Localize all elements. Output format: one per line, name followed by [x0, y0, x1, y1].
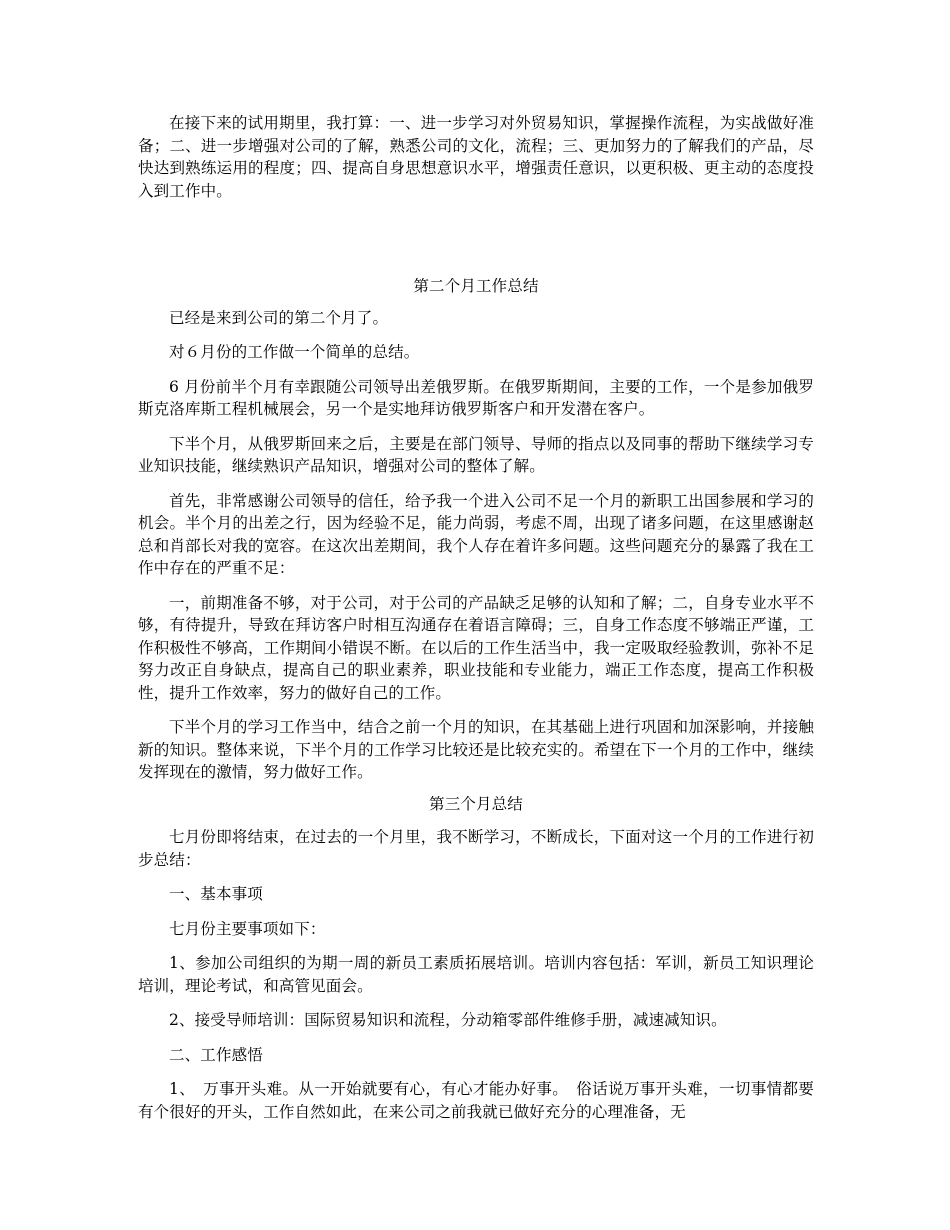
month3-paragraph: 七月份即将结束，在过去的一个月里，我不断学习，不断成长，下面对这一个月的工作进行初步总结：: [138, 828, 814, 869]
month2-paragraph: 对６月份的工作做一个简单的总结。: [169, 343, 420, 361]
month3-paragraph: 2、接受导师培训：国际贸易知识和流程，分动箱零部件维修手册，减速减知识。: [169, 1011, 727, 1029]
month3-paragraph: 七月份主要事项如下：: [169, 919, 326, 938]
intro-paragraph: 在接下来的试用期里，我打算：一、进一步学习对外贸易知识，掌握操作流程，为实战做好准备；二、进一步增强对公司的了解，熟悉公司的文化，流程；三、更加努力的了解我们的产品，尽快达到熟练运用的程度；四、提高自身思想意识水平，增强责任意识，以更积极、更主动的态度投入到工作中。: [138, 114, 814, 200]
month3-paragraph: 二、工作感悟: [169, 1045, 263, 1064]
month3-paragraph: 1、参加公司组织的为期一周的新员工素质拓展培训。培训内容包括：军训，新员工知识理论培训，理论考试，和高管见面会。: [138, 954, 814, 995]
month2-paragraph: 一，前期准备不够，对于公司，对于公司的产品缺乏足够的认知和了解；二，自身专业水平不够，有待提升，导致在拜访客户时相互沟通存在着语言障碍；三，自身工作态度不够端正严谨，工作积极性不够高，工作期间小错误不断。在以后的工作生活当中，我一定吸取经验教训，弥补不足努力改正自身缺点，提高自己的职业素养，职业技能和专业能力，端正工作态度，提高工作积极性，提升工作效率，努力的做好自己的工作。: [138, 593, 814, 702]
month3-paragraph: 一、基本事项: [169, 885, 263, 903]
section-title-month3: 第三个月总结: [429, 794, 523, 813]
month2-paragraph: 下半个月，从俄罗斯回来之后，主要是在部门领导、导师的指点以及同事的帮助下继续学习专业知识技能，继续熟识产品知识，增强对公司的整体了解。: [138, 434, 814, 475]
month2-paragraph: 已经是来到公司的第二个月了。: [169, 308, 389, 327]
section-title-month2: 第二个月工作总结: [413, 277, 539, 295]
month3-paragraph: 1、 万事开头难。从一开始就要有心，有心才能办好事。 俗话说万事开头难，一切事情都要有个很好的开头，工作自然如此，在来公司之前我就已做好充分的心理准备，无: [138, 1080, 814, 1121]
month2-paragraph: 首先，非常感谢公司领导的信任，给予我一个进入公司不足一个月的新职工出国参展和学习的机会。半个月的出差之行，因为经验不足，能力尚弱，考虑不周，出现了诸多问题，在这里感谢赵总和肖部长对我的宽容。在这次出差期间，我个人存在着许多问题。这些问题充分的暴露了我在工作中存在的严重不足：: [138, 491, 814, 577]
document-page: [138, 112, 814, 1123]
month2-paragraph: 6 月份前半个月有幸跟随公司领导出差俄罗斯。在俄罗斯期间，主要的工作，一个是参加俄罗斯克洛库斯工程机械展会，另一个是实地拜访俄罗斯客户和开发潜在客户。: [138, 377, 814, 418]
month2-paragraph: 下半个月的学习工作当中，结合之前一个月的知识，在其基础上进行巩固和加深影响，并接触新的知识。整体来说，下半个月的工作学习比较还是比较充实的。希望在下一个月的工作中，继续发挥现在的激情，努力做好工作。: [138, 718, 814, 781]
